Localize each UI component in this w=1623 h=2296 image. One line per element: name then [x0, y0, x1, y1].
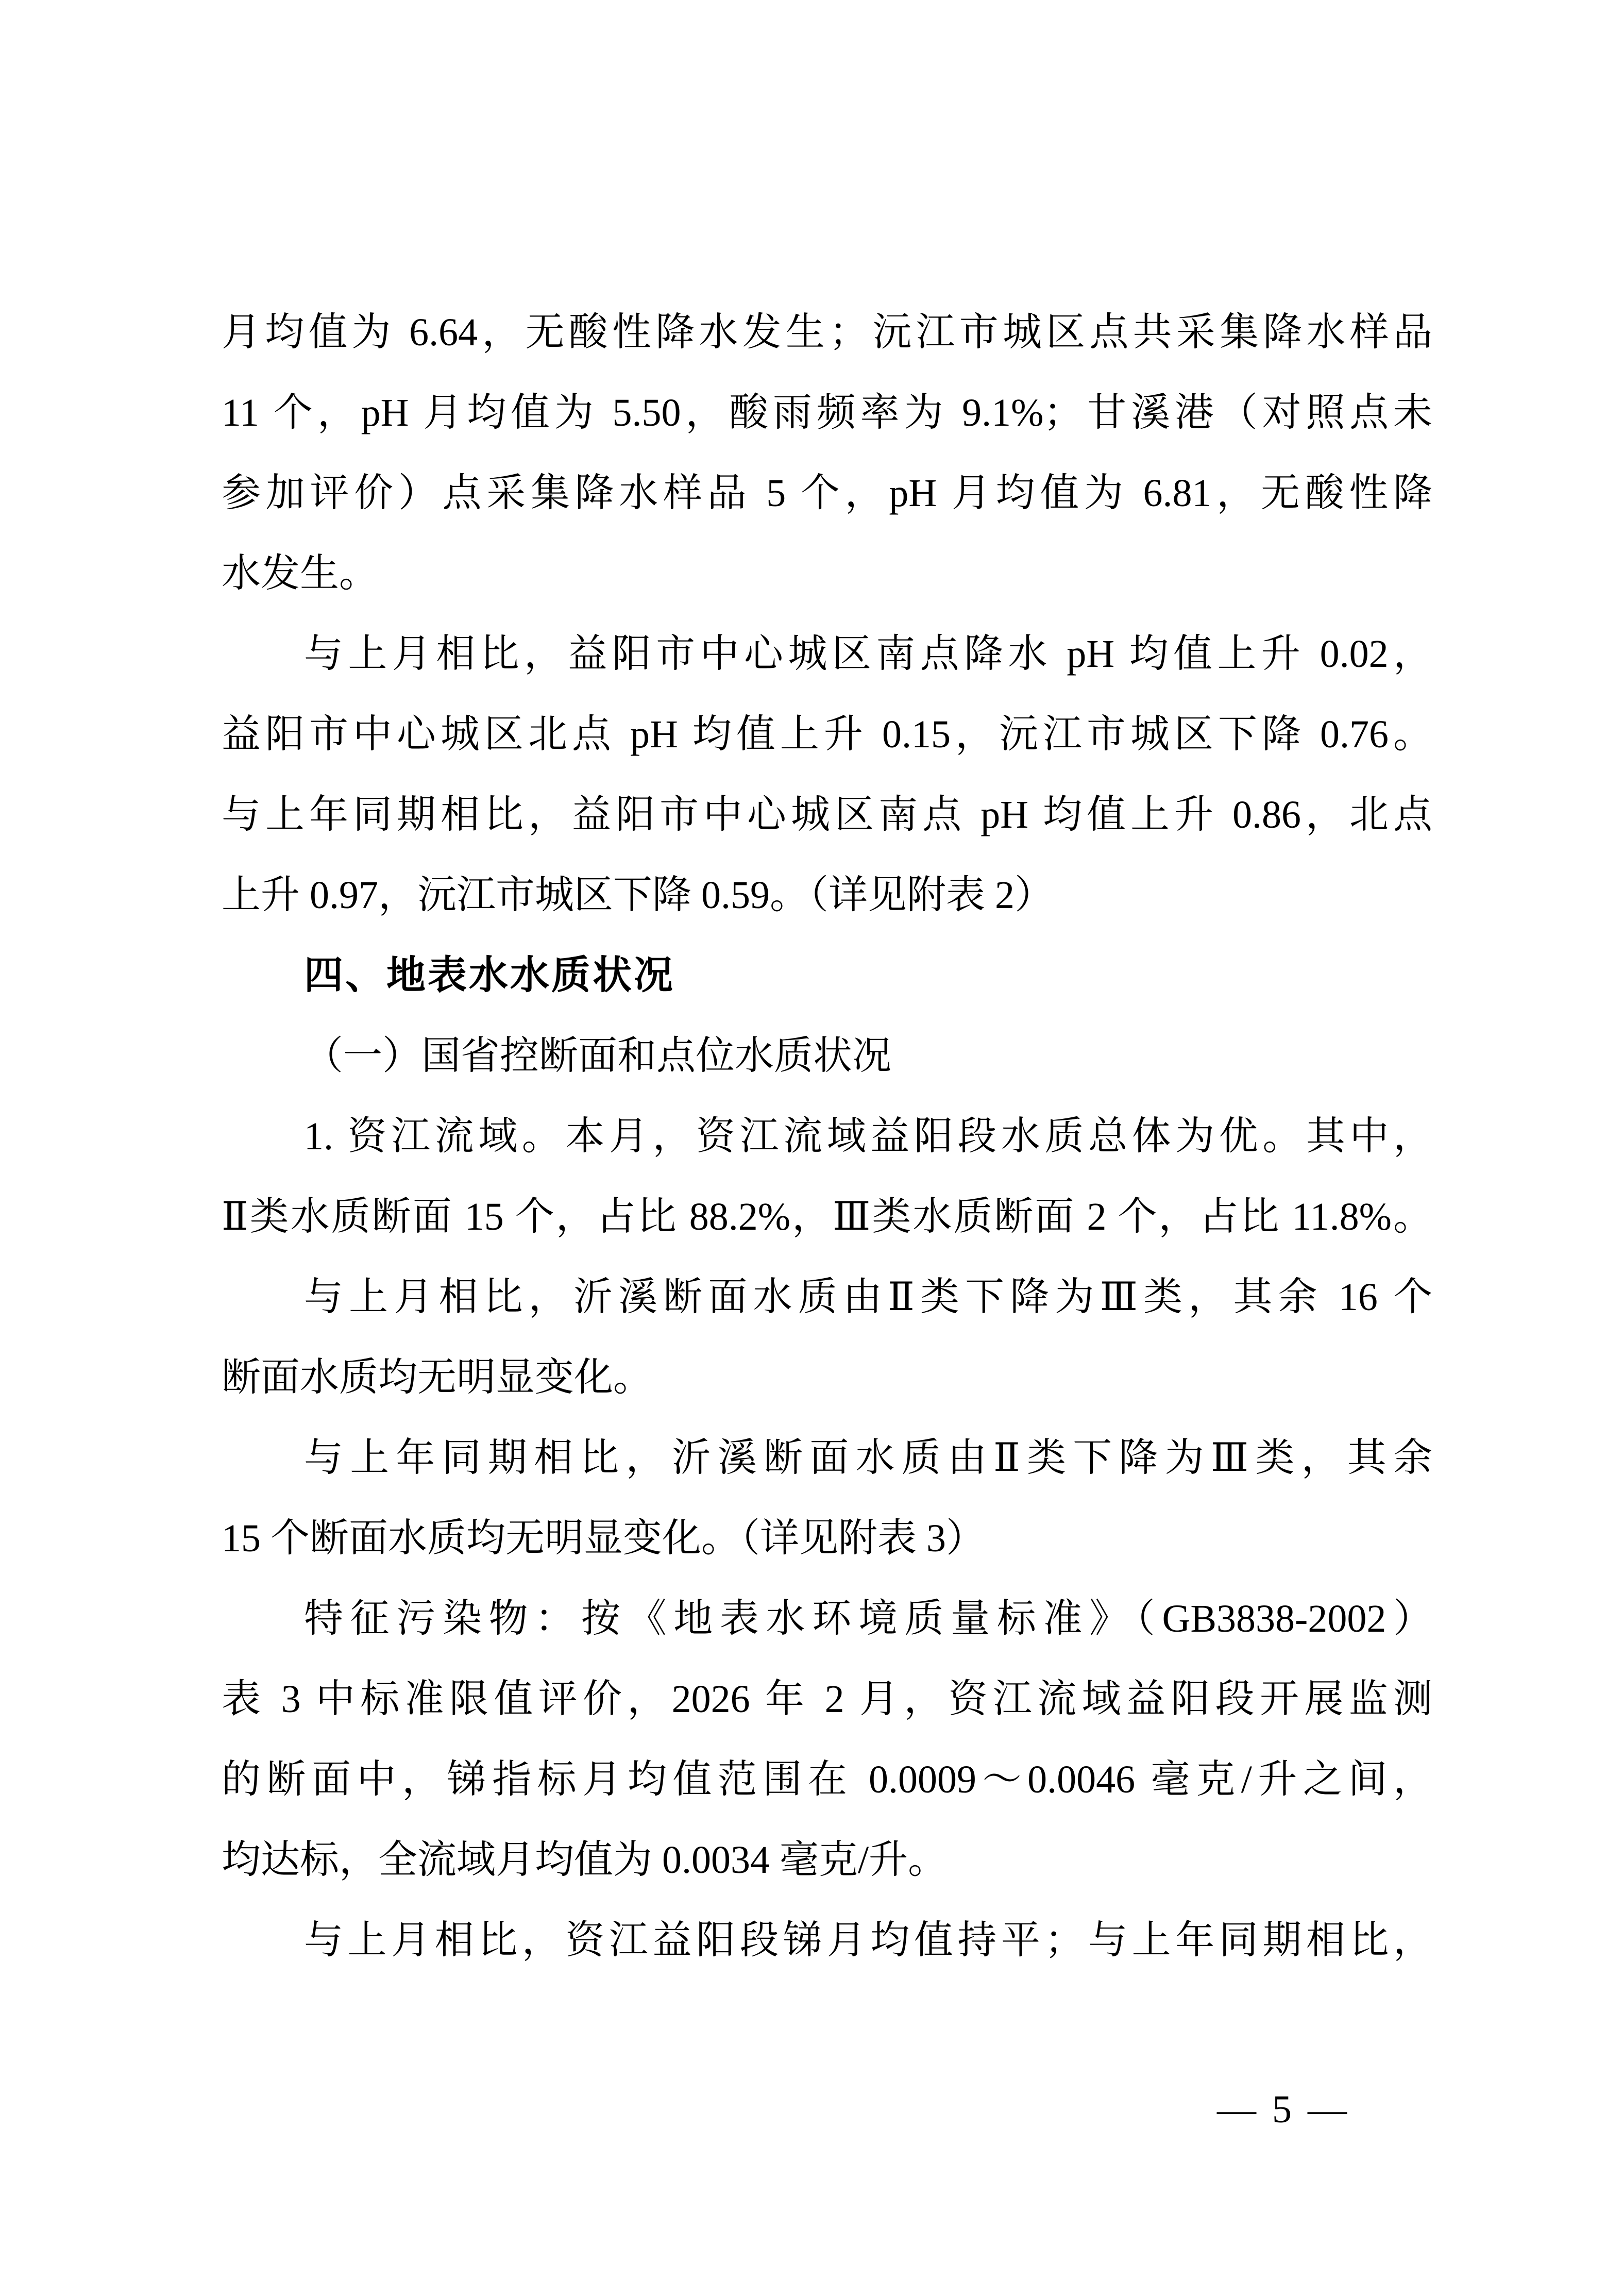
body-line: 上升 0.97，沅江市城区下降 0.59。（详见附表 2） [222, 874, 1054, 917]
body-line: Ⅱ类水质断面 15 个，占比 88.2%，Ⅲ类水质断面 2 个，占比 11.8%。 [222, 1195, 1432, 1238]
page-number: — 5 — [1217, 2088, 1350, 2131]
body-line: 水发生。 [222, 552, 378, 595]
body-line: 的断面中，锑指标月均值范围在 0.0009～0.0046 毫克/升之间， [222, 1758, 1432, 1801]
body-line: 与上年同期相比，益阳市中心城区南点 pH 均值上升 0.86，北点 [222, 793, 1432, 836]
body-line: 15 个断面水质均无明显变化。（详见附表 3） [222, 1517, 985, 1560]
body-line: 与上月相比，益阳市中心城区南点降水 pH 均值上升 0.02， [304, 632, 1432, 676]
body-line: 益阳市中心城区北点 pH 均值上升 0.15，沅江市城区下降 0.76。 [222, 713, 1432, 756]
body-line: 与上月相比，资江益阳段锑月均值持平；与上年同期相比， [304, 1919, 1432, 1962]
body-line: 11 个，pH 月均值为 5.50，酸雨频率为 9.1%；甘溪港（对照点未 [222, 391, 1432, 434]
section-heading: 四、地表水水质状况 [304, 953, 675, 997]
body-line: 1. 资江流域。本月，资江流域益阳段水质总体为优。其中， [304, 1115, 1432, 1158]
body-line: 均达标，全流域月均值为 0.0034 毫克/升。 [222, 1838, 948, 1882]
body-line: 表 3 中标准限值评价，2026 年 2 月，资江流域益阳段开展监测 [222, 1678, 1432, 1721]
body-line: 与上月相比，沂溪断面水质由Ⅱ类下降为Ⅲ类，其余 16 个 [304, 1276, 1432, 1319]
body-line: 月均值为 6.64，无酸性降水发生；沅江市城区点共采集降水样品 [222, 311, 1432, 354]
body-line: 与上年同期相比，沂溪断面水质由Ⅱ类下降为Ⅲ类，其余 [304, 1436, 1432, 1480]
body-line: 断面水质均无明显变化。 [222, 1356, 652, 1399]
body-line: 参加评价）点采集降水样品 5 个，pH 月均值为 6.81，无酸性降 [222, 472, 1432, 515]
subsection-heading: （一）国省控断面和点位水质状况 [304, 1034, 891, 1078]
document-body [222, 292, 1432, 1981]
body-line: 特征污染物：按《地表水环境质量标准》（GB3838-2002） [304, 1597, 1432, 1640]
